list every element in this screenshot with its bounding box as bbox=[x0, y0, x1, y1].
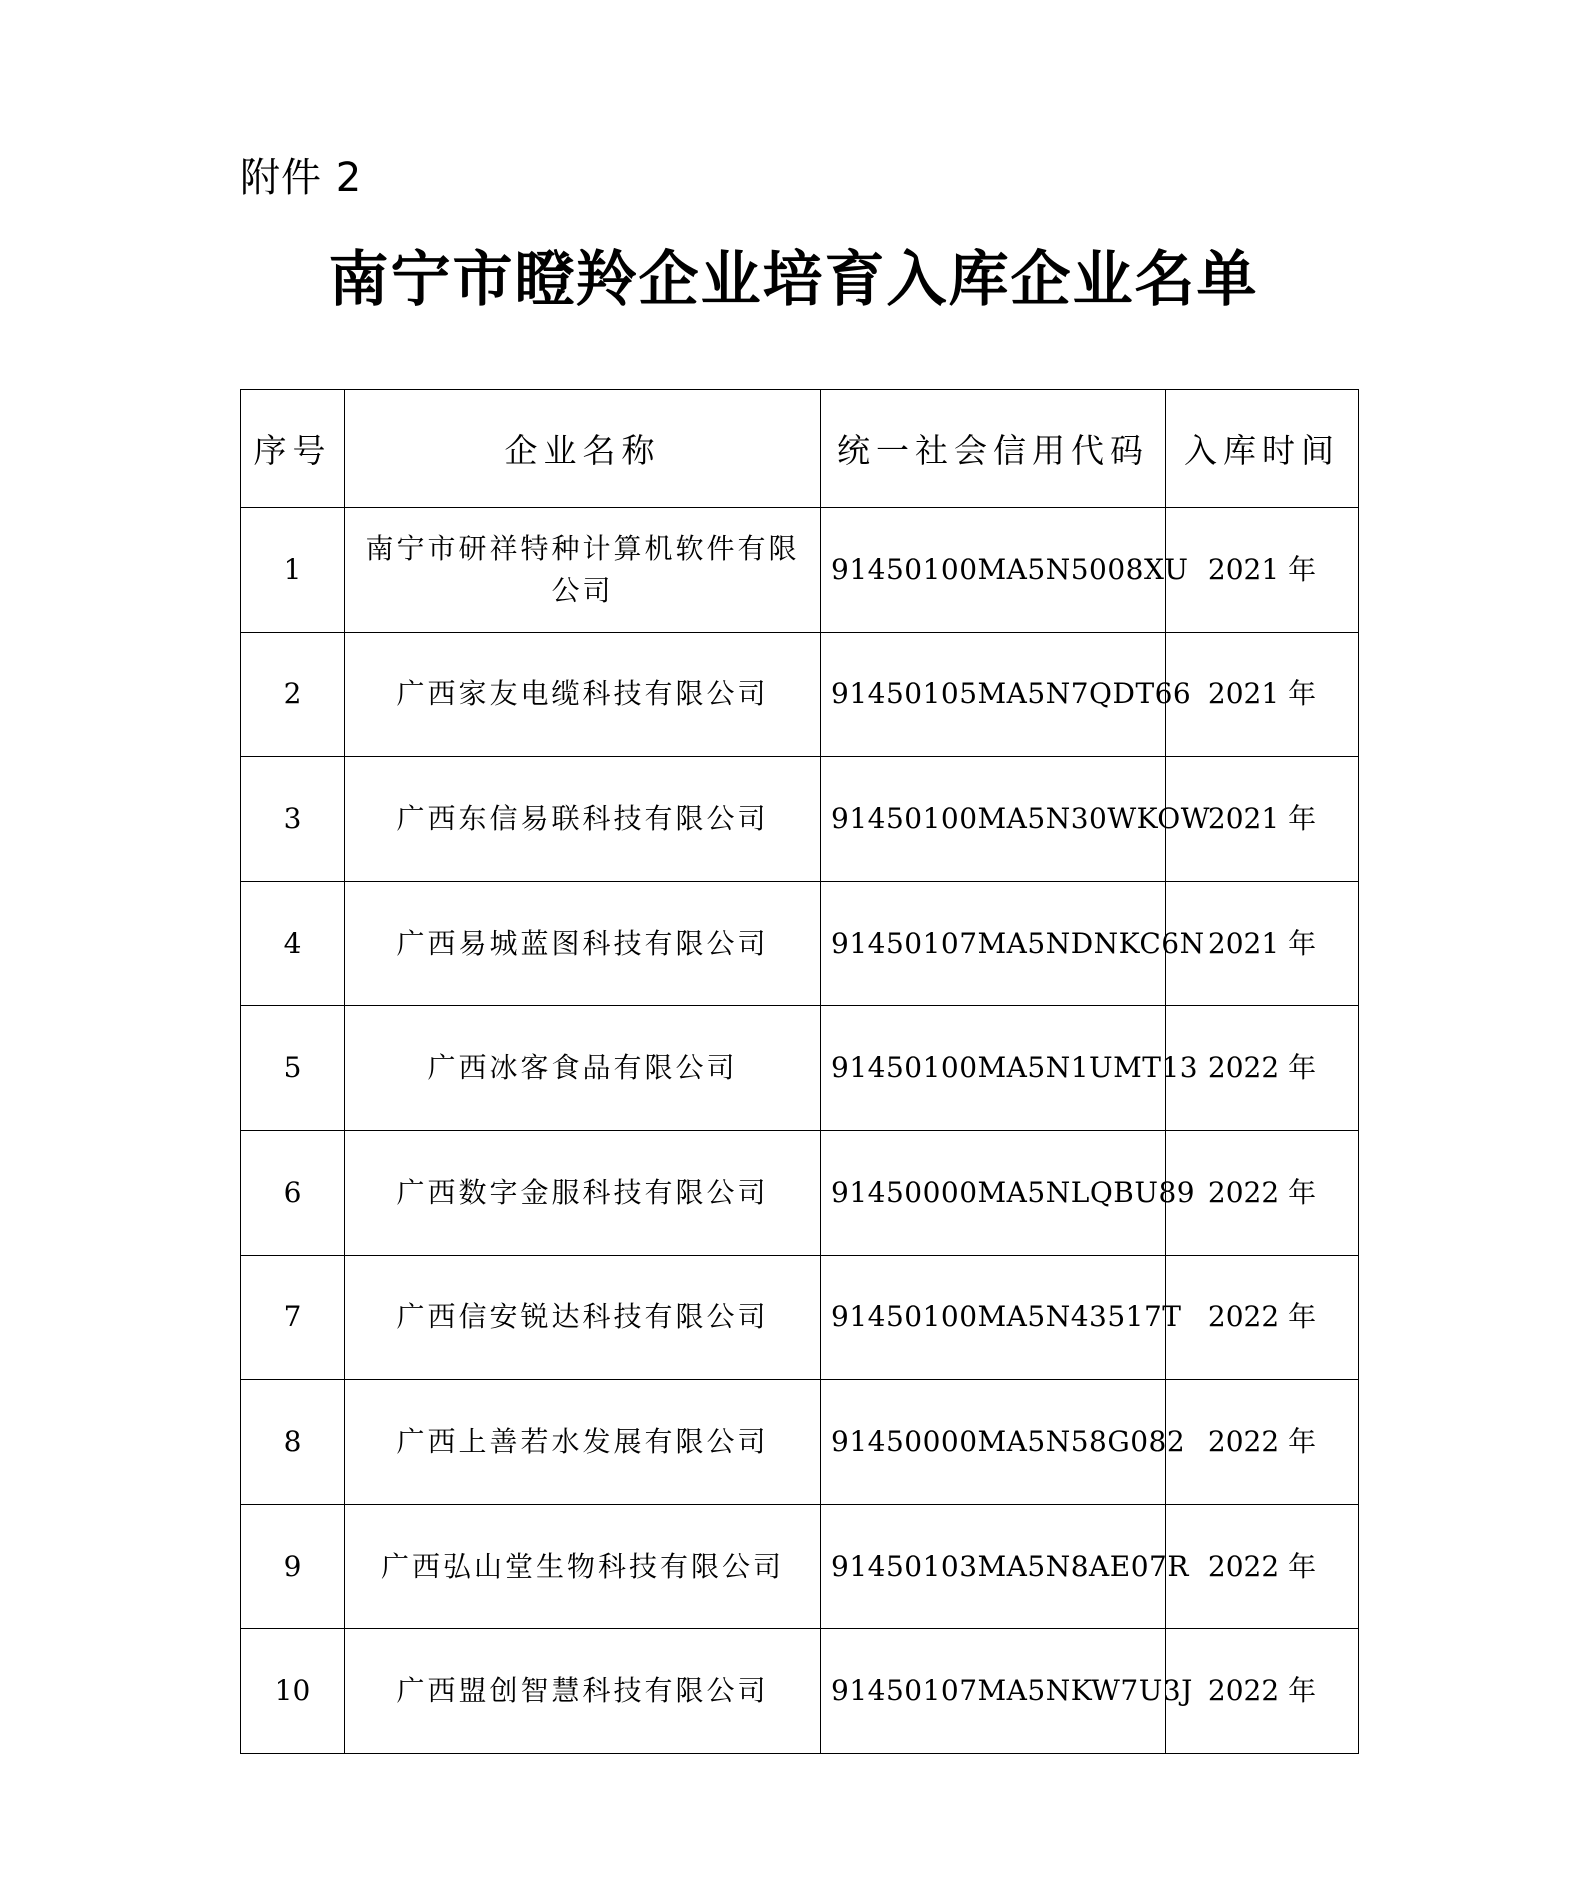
row-company-name: 广西冰客食品有限公司 bbox=[345, 1006, 821, 1131]
row-credit-code: 91450105MA5N7QDT66 bbox=[821, 632, 1166, 757]
row-entry-year: 2021 年 bbox=[1166, 757, 1359, 882]
table-row bbox=[241, 757, 1359, 882]
header-serial: 序号 bbox=[241, 390, 345, 508]
table-row bbox=[241, 881, 1359, 1006]
row-company-name: 广西东信易联科技有限公司 bbox=[345, 757, 821, 882]
row-serial: 9 bbox=[241, 1504, 345, 1629]
row-company-name: 广西弘山堂生物科技有限公司 bbox=[345, 1504, 821, 1629]
row-company-name: 广西上善若水发展有限公司 bbox=[345, 1380, 821, 1505]
row-credit-code: 91450107MA5NKW7U3J bbox=[821, 1629, 1166, 1754]
table-header-row bbox=[241, 390, 1359, 508]
row-credit-code: 91450100MA5N5008XU bbox=[821, 508, 1166, 633]
row-entry-year: 2021 年 bbox=[1166, 508, 1359, 633]
row-company-name: 广西信安锐达科技有限公司 bbox=[345, 1255, 821, 1380]
table-row bbox=[241, 1255, 1359, 1380]
row-entry-year: 2021 年 bbox=[1166, 881, 1359, 1006]
attachment-label: 附件 2 bbox=[240, 155, 363, 201]
header-company-name: 企业名称 bbox=[345, 390, 821, 508]
row-company-name: 广西盟创智慧科技有限公司 bbox=[345, 1629, 821, 1754]
row-entry-year: 2022 年 bbox=[1166, 1006, 1359, 1131]
row-serial: 6 bbox=[241, 1130, 345, 1255]
row-entry-year: 2022 年 bbox=[1166, 1629, 1359, 1754]
row-serial: 2 bbox=[241, 632, 345, 757]
row-entry-year: 2022 年 bbox=[1166, 1380, 1359, 1505]
table-row bbox=[241, 1380, 1359, 1505]
row-credit-code: 91450100MA5N1UMT13 bbox=[821, 1006, 1166, 1131]
row-serial: 5 bbox=[241, 1006, 345, 1131]
page-title: 南宁市瞪羚企业培育入库企业名单 bbox=[328, 245, 1259, 315]
row-serial: 4 bbox=[241, 881, 345, 1006]
row-entry-year: 2021 年 bbox=[1166, 632, 1359, 757]
row-company-name: 南宁市研祥特种计算机软件有限公司 bbox=[345, 508, 821, 633]
row-entry-year: 2022 年 bbox=[1166, 1130, 1359, 1255]
row-credit-code: 91450100MA5N43517T bbox=[821, 1255, 1166, 1380]
table-row bbox=[241, 508, 1359, 633]
header-entry-year: 入库时间 bbox=[1166, 390, 1359, 508]
row-serial: 7 bbox=[241, 1255, 345, 1380]
row-entry-year: 2022 年 bbox=[1166, 1255, 1359, 1380]
header-credit-code: 统一社会信用代码 bbox=[821, 390, 1166, 508]
table-row bbox=[241, 632, 1359, 757]
row-credit-code: 91450000MA5N58G082 bbox=[821, 1380, 1166, 1505]
row-serial: 8 bbox=[241, 1380, 345, 1505]
row-credit-code: 91450107MA5NDNKC6N bbox=[821, 881, 1166, 1006]
table-row bbox=[241, 1130, 1359, 1255]
enterprise-table bbox=[240, 389, 1359, 1754]
table-row bbox=[241, 1006, 1359, 1131]
row-serial: 3 bbox=[241, 757, 345, 882]
row-serial: 10 bbox=[241, 1629, 345, 1754]
row-company-name: 广西易城蓝图科技有限公司 bbox=[345, 881, 821, 1006]
table-row bbox=[241, 1629, 1359, 1754]
row-company-name: 广西家友电缆科技有限公司 bbox=[345, 632, 821, 757]
row-serial: 1 bbox=[241, 508, 345, 633]
row-credit-code: 91450103MA5N8AE07R bbox=[821, 1504, 1166, 1629]
row-credit-code: 91450100MA5N30WKOW bbox=[821, 757, 1166, 882]
row-credit-code: 91450000MA5NLQBU89 bbox=[821, 1130, 1166, 1255]
table-row bbox=[241, 1504, 1359, 1629]
row-entry-year: 2022 年 bbox=[1166, 1504, 1359, 1629]
row-company-name: 广西数字金服科技有限公司 bbox=[345, 1130, 821, 1255]
